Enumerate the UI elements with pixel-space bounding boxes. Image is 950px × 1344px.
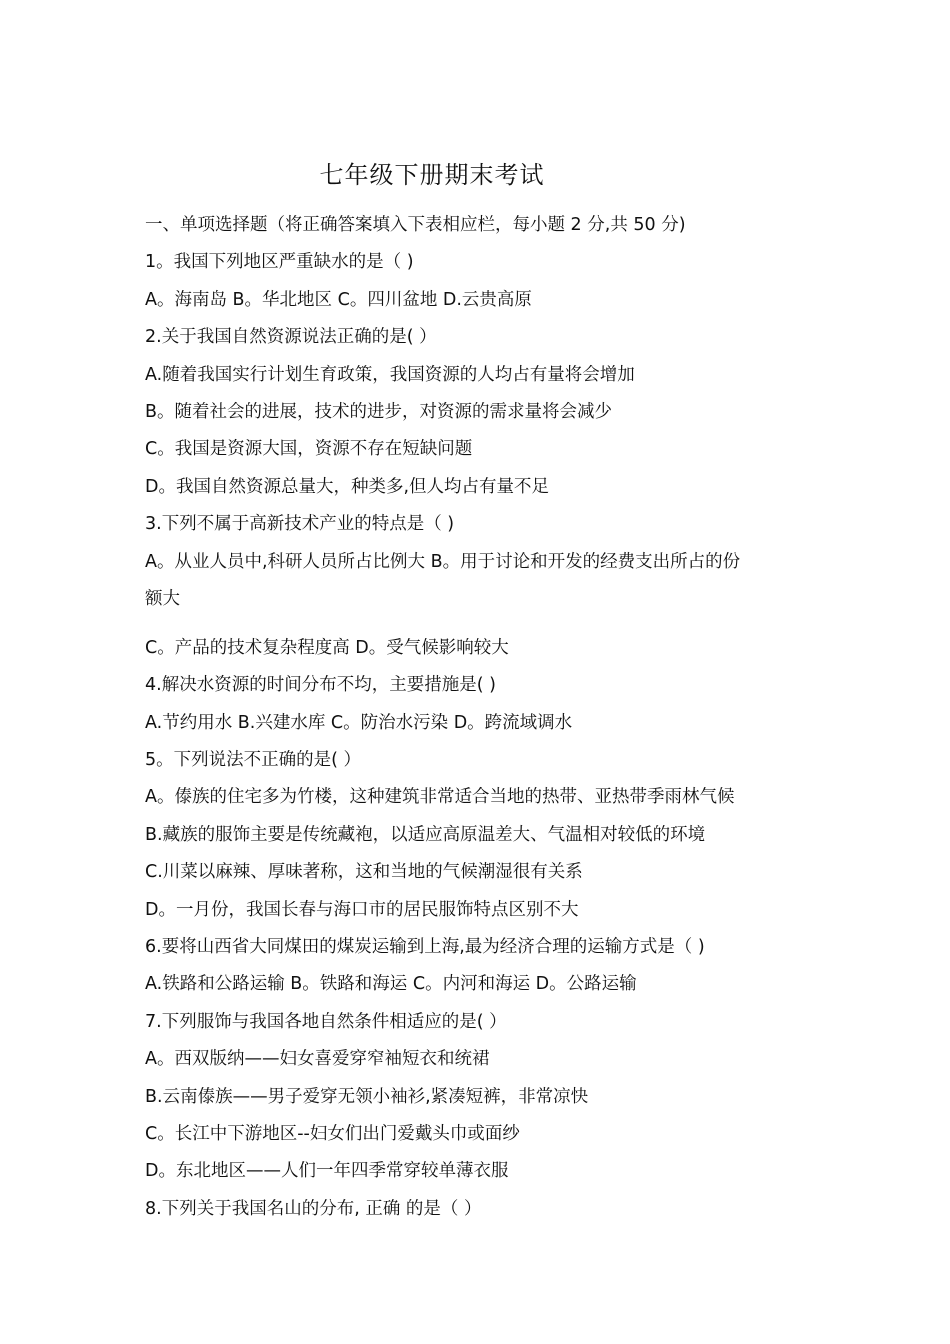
question-8: 8.下列关于我国名山的分布, 正确 的是（ ） bbox=[145, 1198, 482, 1219]
document-title: 七年级下册期末考试 bbox=[319, 161, 545, 189]
question-3-options-cd: C。产品的技术复杂程度高 D。受气候影响较大 bbox=[145, 637, 509, 658]
question-2-option-a: A.随着我国实行计划生育政策，我国资源的人均占有量将会增加 bbox=[145, 364, 635, 385]
section-heading: 一、单项选择题（将正确答案填入下表相应栏，每小题 2 分,共 50 分) bbox=[145, 215, 686, 235]
question-6: 6.要将山西省大同煤田的煤炭运输到上海,最为经济合理的运输方式是（ ) bbox=[145, 937, 705, 958]
question-1-options: A。海南岛 B。华北地区 C。四川盆地 D.云贵高原 bbox=[145, 289, 532, 310]
question-5-option-d: D。一月份，我国长春与海口市的居民服饰特点区别不大 bbox=[145, 899, 579, 920]
question-7: 7.下列服饰与我国各地自然条件相适应的是( ） bbox=[145, 1011, 507, 1032]
question-7-option-d: D。东北地区——人们一年四季常穿较单薄衣服 bbox=[145, 1161, 509, 1182]
question-5-option-b: B.藏族的服饰主要是传统藏袍，以适应高原温差大、气温相对较低的环境 bbox=[145, 824, 706, 845]
question-2-option-c: C。我国是资源大国，资源不存在短缺问题 bbox=[145, 439, 473, 460]
question-6-options: A.铁路和公路运输 B。铁路和海运 C。内河和海运 D。公路运输 bbox=[145, 974, 637, 995]
question-5: 5。下列说法不正确的是( ） bbox=[145, 750, 362, 771]
question-5-option-c: C.川菜以麻辣、厚味著称，这和当地的气候潮湿很有关系 bbox=[145, 862, 583, 883]
question-7-option-b: B.云南傣族——男子爱穿无领小袖衫,紧凑短裤，非常凉快 bbox=[145, 1086, 589, 1107]
question-4-options: A.节约用水 B.兴建水库 C。防治水污染 D。跨流域调水 bbox=[145, 712, 573, 733]
question-3: 3.下列不属于高新技术产业的特点是（ ) bbox=[145, 514, 455, 535]
question-3-options-ab-continued: 额大 bbox=[145, 588, 180, 609]
question-2-option-b: B。随着社会的进展，技术的进步，对资源的需求量将会减少 bbox=[145, 401, 613, 422]
document-body bbox=[145, 207, 815, 1228]
question-1: 1。我国下列地区严重缺水的是（ ) bbox=[145, 252, 414, 273]
question-3-options-ab: A。从业人员中,科研人员所占比例大 B。用于讨论和开发的经费支出所占的份 bbox=[145, 551, 741, 572]
question-5-option-a: A。傣族的住宅多为竹楼，这种建筑非常适合当地的热带、亚热带季雨林气候 bbox=[145, 787, 735, 808]
question-2-option-d: D。我国自然资源总量大，种类多,但人均占有量不足 bbox=[145, 476, 550, 497]
question-4: 4.解决水资源的时间分布不均，主要措施是( ) bbox=[145, 675, 496, 696]
question-7-option-c: C。长江中下游地区--妇女们出门爱戴头巾或面纱 bbox=[145, 1123, 520, 1144]
question-2: 2.关于我国自然资源说法正确的是( ） bbox=[145, 327, 437, 348]
question-7-option-a: A。西双版纳——妇女喜爱穿窄袖短衣和统裙 bbox=[145, 1049, 490, 1070]
